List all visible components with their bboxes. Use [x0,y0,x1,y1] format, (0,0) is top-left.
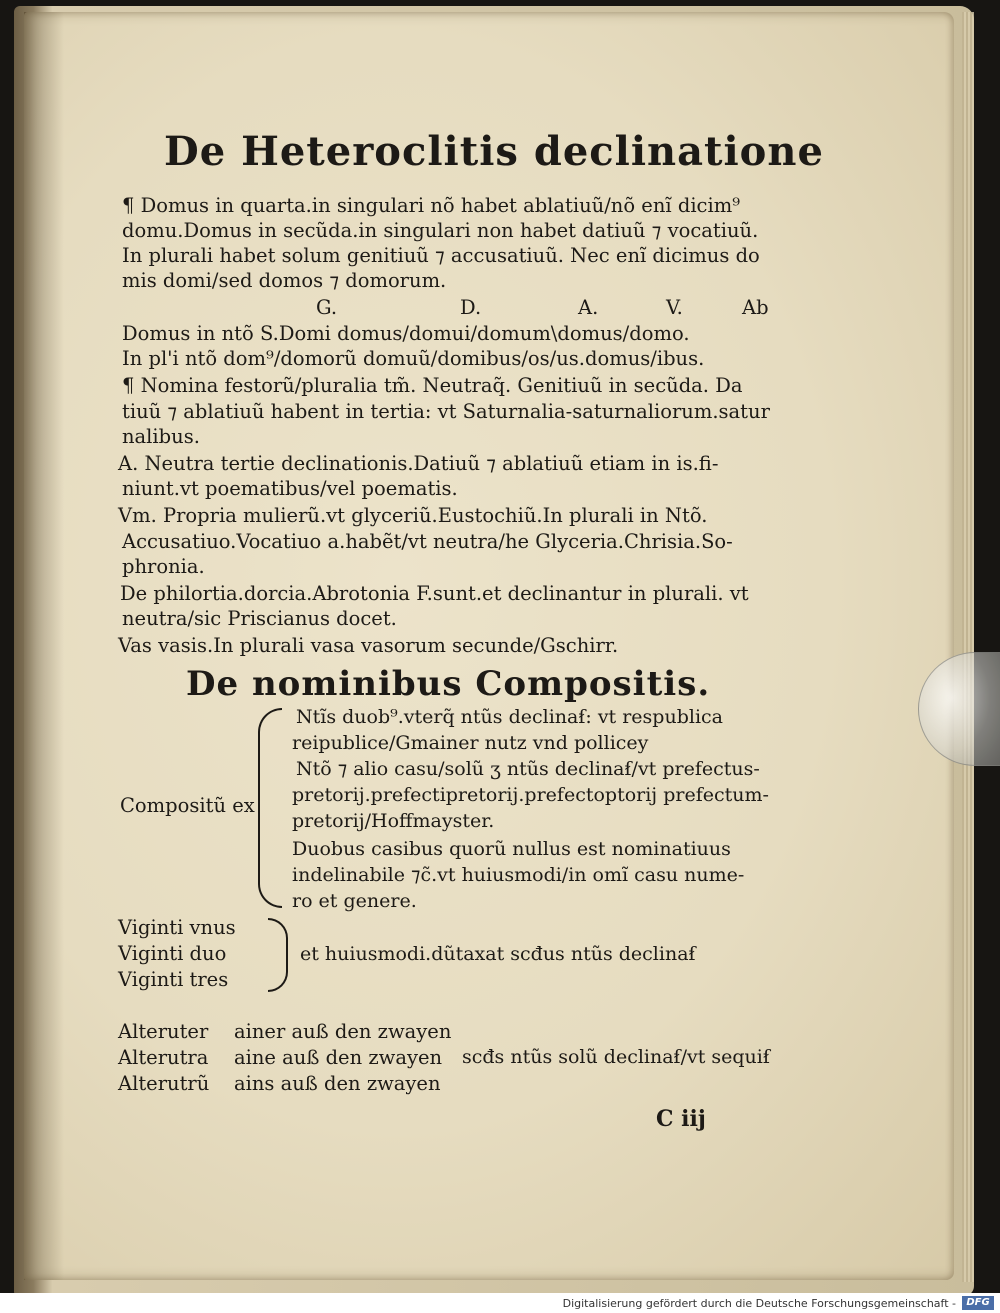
compositum-line: reipublice/Gmainer nutz vnd pollicey [292,732,649,754]
case-header-cell: A. [578,296,599,319]
page-title: De Heteroclitis declinatione [164,128,824,175]
text-line: A. Neutra tertie declinationis.Datiuũ ⁊ ablatiuũ etiam in is.fi- [118,452,719,475]
viginti-item: Viginti tres [118,968,229,991]
text-line: ¶ Domus in quarta.in singulari nõ habet ablatiuũ/nõ enĩ dicim⁹ [122,194,741,217]
alteruter-german: ains auß den zwayen [234,1072,441,1095]
alteruter-german: ainer auß den zwayen [234,1020,452,1043]
text-line: neutra/sic Priscianus docet. [122,607,397,630]
curly-brace-large [258,708,282,908]
text-line: De philortia.dorcia.Abrotonia F.sunt.et declinantur in plurali. vt [120,582,749,605]
footer-credit: Digitalisierung gefördert durch die Deutsche Forschungsgemeinschaft - [562,1297,956,1310]
declension-row: In pl'i ntõ dom⁹/domorũ domuũ/domibus/os/us.domus/ibus. [122,347,705,370]
text-line: Accusatiuo.Vocatiuo a.habẽt/vt neutra/he Glyceria.Chrisia.So- [122,530,733,553]
viginti-note: et huiusmodi.dũtaxat scđus ntũs declinaẜ [300,943,696,965]
case-header-cell: Ab [742,296,769,319]
compositum-line: Ntõ ⁊ alio casu/solũ ʒ ntũs declinaẜ/vt prefectus- [296,758,760,780]
page-gutter-shadow [24,12,64,1280]
text-line: mis domi/sed domos ⁊ domorum. [122,269,447,292]
text-line: domu.Domus in secũda.in singulari non habet datiuũ ⁊ vocatiuũ. [122,219,759,242]
text-line: tiuũ ⁊ ablatiuũ habent in tertia: vt Saturnalia-saturnaliorum.satur [122,400,770,423]
compositum-line: indelinabile ⁊c̃.vt huiusmodi/in omĩ casu nume- [292,864,745,886]
text-line: Vas vasis.In plurali vasa vasorum secunde/Gschirr. [118,634,619,657]
alteruter-note: scđs ntũs solũ declinaẜ/vt sequiẜ [462,1046,770,1068]
case-header-cell: V. [666,296,683,319]
compositum-label: Compositũ ex [120,794,255,817]
case-header-cell: D. [460,296,482,319]
viginti-item: Viginti duo [118,942,227,965]
compositum-line: Duobus casibus quorũ nullus est nominatiuus [292,838,731,860]
case-header-cell: G. [316,296,338,319]
section-subtitle: De nominibus Compositis. [186,664,711,704]
declension-row: Domus in ntõ S.Domi domus/domui/domum\domus/domo. [122,322,690,345]
text-line: phronia. [122,555,205,578]
signature-mark: C iij [656,1106,706,1132]
compositum-line: pretorij/Hoffmayster. [292,810,495,832]
text-line: In plurali habet solum genitiuũ ⁊ accusatiuũ. Nec enĩ dicimus do [122,244,760,267]
compositum-line: pretorij.prefectipretorij.prefectoptorij prefectum- [292,784,769,806]
dfg-logo: DFG [962,1296,994,1310]
text-line: nalibus. [122,425,200,448]
page-fore-edge [962,12,974,1282]
alteruter-latin: Alterutrũ [118,1072,210,1095]
compositum-line: Ntĩs duob⁹.vterq̃ ntũs declinaẜ: vt respublica [296,706,723,728]
text-line: ¶ Nomina festorũ/pluralia tm̃. Neutraq̃. Genitiuũ in secũda. Da [122,374,743,397]
viginti-item: Viginti vnus [118,916,236,939]
alteruter-latin: Alteruter [118,1020,209,1043]
alteruter-german: aine auß den zwayen [234,1046,443,1069]
curly-brace-right [268,918,288,992]
text-line: niunt.vt poematibus/vel poematis. [122,477,458,500]
text-line: Vm. Propria mulierũ.vt glyceriũ.Eustochiũ.In plurali in Ntõ. [118,504,708,527]
alteruter-latin: Alterutra [118,1046,209,1069]
compositum-line: ro et genere. [292,890,417,912]
